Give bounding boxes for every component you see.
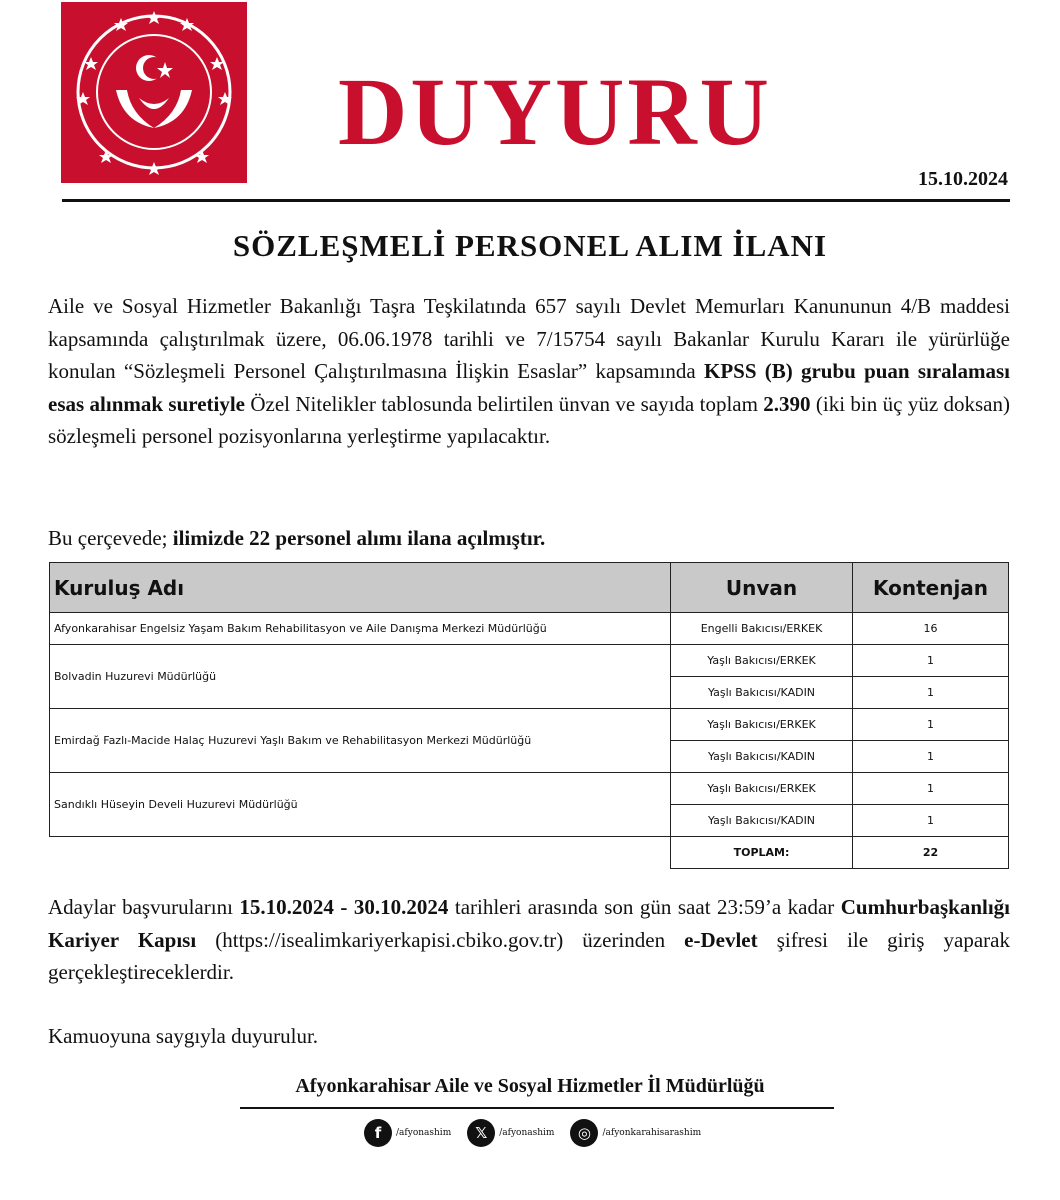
x-icon: 𝕏 <box>467 1119 495 1147</box>
social-handle: /afyonkarahisarashim <box>602 1128 702 1138</box>
announcement-date: 15.10.2024 <box>918 168 1008 190</box>
quota-cell: 1 <box>853 645 1009 677</box>
table-total-row <box>50 837 1009 869</box>
column-header-institution: Kuruluş Adı <box>50 563 671 613</box>
closing-text: Kamuoyuna saygıyla duyurulur. <box>48 1024 319 1048</box>
social-handle: /afyonashim <box>396 1128 452 1138</box>
footer-organization: Afyonkarahisar Aile ve Sosyal Hizmetler İl Müdürlüğü <box>295 1075 765 1097</box>
table-row <box>50 613 1009 645</box>
application-paragraph: Adaylar başvurularını 15.10.2024 - 30.10.2024 tarihleri arasında son gün saat 23:59’a kadar Cumhurbaşkanlığı Kariyer Kapısı (https://isealimkariyerkapisi.cbiko.gov.tr) üzerinden e-Devlet şifresi ile giriş yaparak gerçekleştireceklerdir. <box>48 895 1010 984</box>
social-links <box>364 1118 701 1148</box>
intro-paragraph: Aile ve Sosyal Hizmetler Bakanlığı Taşra Teşkilatında 657 sayılı Devlet Memurları Kanununun 4/B maddesi kapsamında çalıştırılmak üzere, 06.06.1978 tarihli ve 7/15754 sayılı Bakanlar Kurulu Kararı ile yürürlüğe konulan “Sözleşmeli Personel Çalıştırılmasına İlişkin Esaslar” kapsamında KPSS (B) grubu puan sıralaması esas alınmak suretiyle Özel Nitelikler tablosunda belirtilen ünvan ve sayıda toplam 2.390 (iki bin üç yüz doksan) sözleşmeli personel pozisyonlarına yerleştirme yapılacaktır. <box>48 294 1010 448</box>
social-facebook[interactable] <box>364 1119 451 1147</box>
quota-cell: 1 <box>853 709 1009 741</box>
header-divider <box>62 199 1010 202</box>
column-header-quota: Kontenjan <box>853 563 1009 613</box>
facebook-icon: f <box>364 1119 392 1147</box>
title-cell: Yaşlı Bakıcısı/ERKEK <box>671 773 853 805</box>
table-row <box>50 709 1009 741</box>
title-cell: Yaşlı Bakıcısı/ERKEK <box>671 709 853 741</box>
total-spacer <box>50 837 671 869</box>
table-row <box>50 773 1009 805</box>
quota-cell: 1 <box>853 741 1009 773</box>
quota-cell: 1 <box>853 677 1009 709</box>
total-label: TOPLAM: <box>671 837 853 869</box>
institution-cell: Emirdağ Fazlı-Macide Halaç Huzurevi Yaşlı Bakım ve Rehabilitasyon Merkezi Müdürlüğü <box>50 709 671 773</box>
institution-cell: Afyonkarahisar Engelsiz Yaşam Bakım Rehabilitasyon ve Aile Danışma Merkezi Müdürlüğü <box>50 613 671 645</box>
social-handle: /afyonashim <box>499 1128 555 1138</box>
quota-cell: 16 <box>853 613 1009 645</box>
institution-cell: Sandıklı Hüseyin Develi Huzurevi Müdürlüğü <box>50 773 671 837</box>
positions-table <box>49 562 1009 869</box>
instagram-icon: ◎ <box>570 1119 598 1147</box>
title-cell: Yaşlı Bakıcısı/ERKEK <box>671 645 853 677</box>
social-x[interactable] <box>467 1119 554 1147</box>
frame-paragraph: Bu çerçevede; ilimizde 22 personel alımı ilana açılmıştır. <box>48 526 546 550</box>
total-value: 22 <box>853 837 1009 869</box>
page-subtitle: SÖZLEŞMELİ PERSONEL ALIM İLANI <box>232 228 828 263</box>
column-header-title: Unvan <box>671 563 853 613</box>
table-row <box>50 645 1009 677</box>
title-cell: Yaşlı Bakıcısı/KADIN <box>671 741 853 773</box>
announcement-title: DUYURU <box>338 58 772 165</box>
quota-cell: 1 <box>853 805 1009 837</box>
ministry-emblem-icon <box>61 2 247 183</box>
table-header-row <box>50 563 1009 613</box>
title-cell: Engelli Bakıcısı/ERKEK <box>671 613 853 645</box>
title-cell: Yaşlı Bakıcısı/KADIN <box>671 805 853 837</box>
ministry-logo <box>61 2 247 183</box>
footer-divider <box>240 1107 834 1109</box>
quota-cell: 1 <box>853 773 1009 805</box>
title-cell: Yaşlı Bakıcısı/KADIN <box>671 677 853 709</box>
social-instagram[interactable] <box>570 1119 701 1147</box>
institution-cell: Bolvadin Huzurevi Müdürlüğü <box>50 645 671 709</box>
